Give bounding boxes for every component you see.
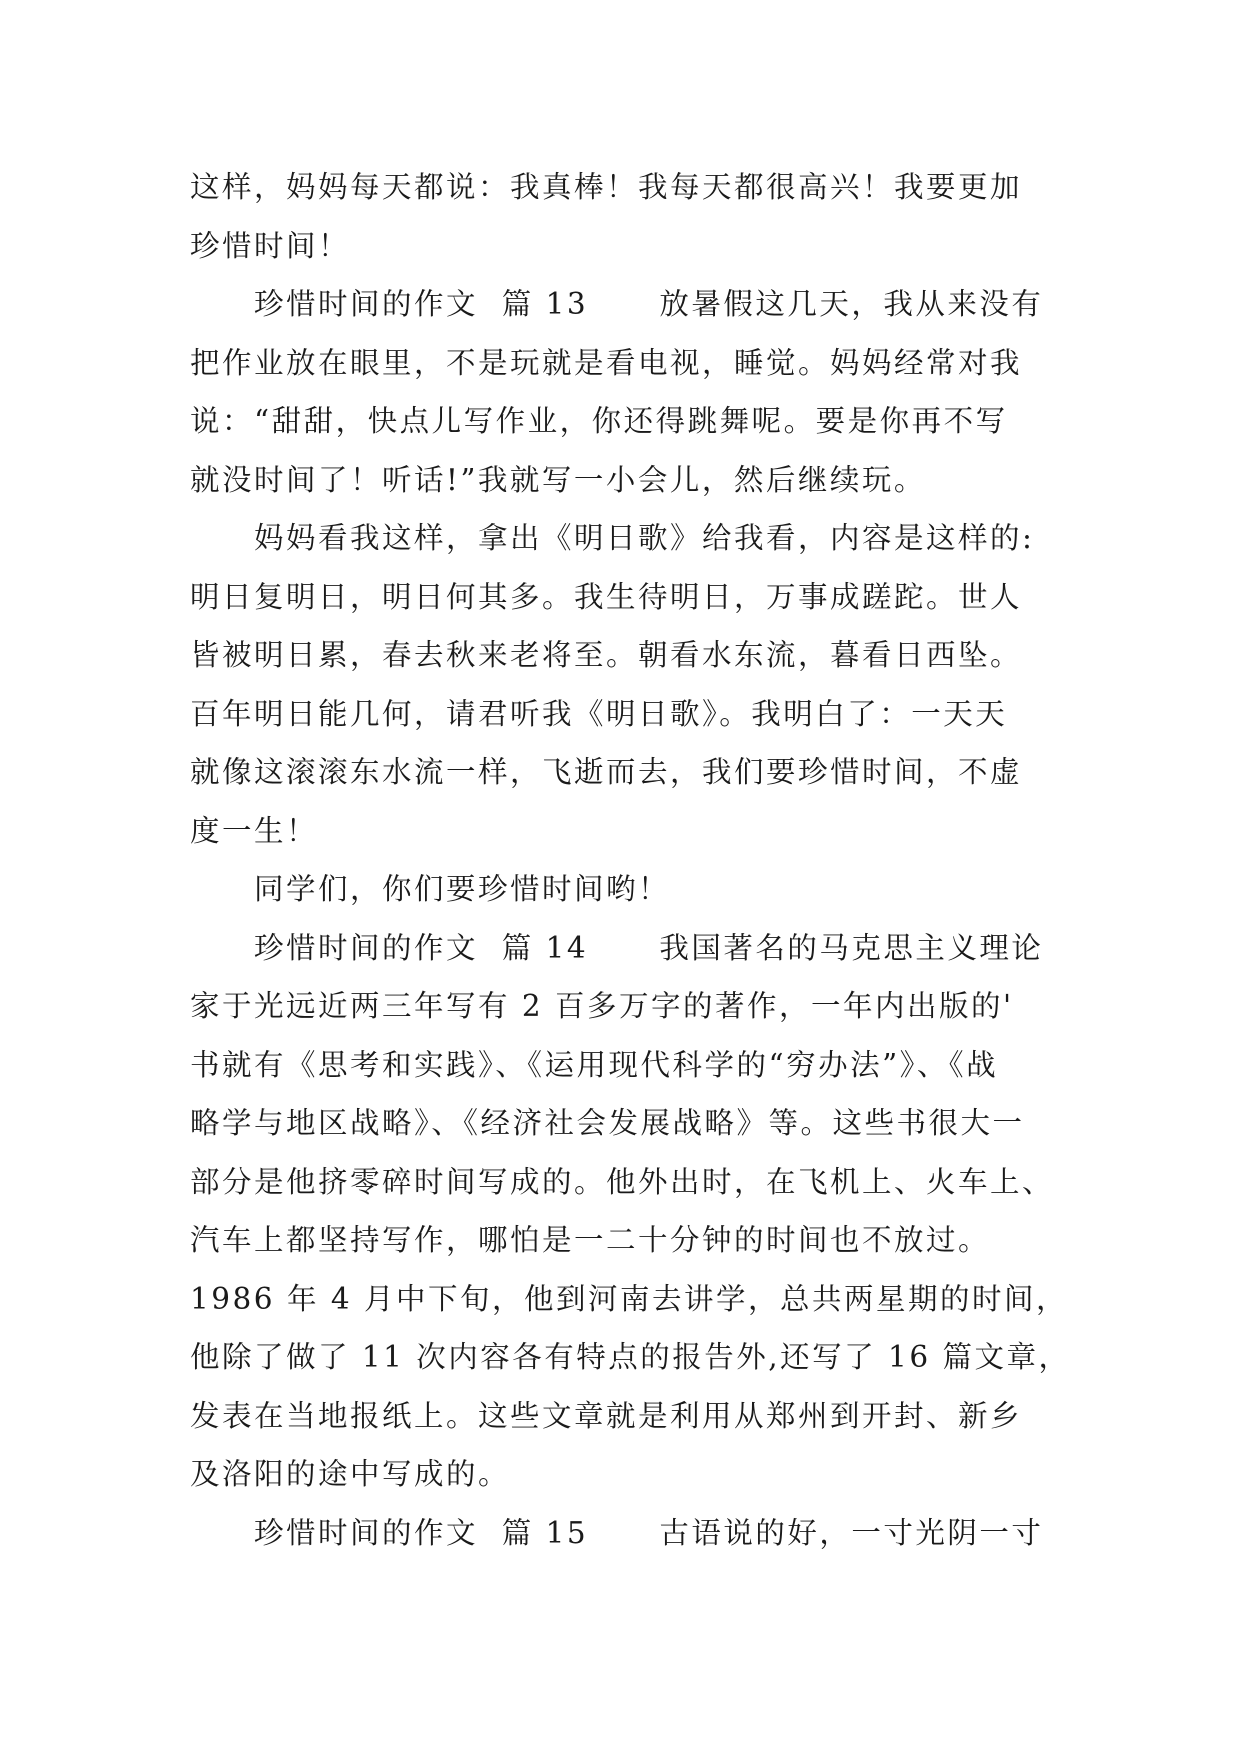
section-heading-line: 珍惜时间的作文 篇 15 古语说的好，一寸光阴一寸 [254,1515,1044,1550]
text-line: 部分是他挤零碎时间写成的。他外出时，在飞机上、火车上、 [190,1164,1055,1199]
text-line: 明日复明日，明日何其多。我生待明日，万事成蹉跎。世人 [190,579,1023,614]
text-line: 皆被明日累，春去秋来老将至。朝看水东流，暮看日西坠。 [190,638,1023,672]
text-line: 就像这滚滚东水流一样，飞逝而去，我们要珍惜时间，不虚 [190,755,1023,789]
text-line: 书就有《思考和实践》、《运用现代科学的“穷办法”》、《战 [190,1047,999,1082]
text-line: 同学们，你们要珍惜时间哟！ [254,872,671,906]
body-text [190,158,1071,1562]
text-line: 妈妈看我这样，拿出《明日歌》给我看，内容是这样的: [254,521,1035,555]
text-line: 百年明日能几何，请君听我《明日歌》。我明白了：一天天 [190,696,1008,731]
section-heading-line: 珍惜时间的作文 篇 14 我国著名的马克思主义理论 [254,930,1044,965]
text-line: 这样，妈妈每天都说：我真棒！我每天都很高兴！我要更加 [190,170,1023,204]
section-heading-line: 珍惜时间的作文 篇 13 放暑假这几天，我从来没有 [254,287,1044,321]
text-line: 度一生！ [190,813,319,848]
text-line: 他除了做了 11 次内容各有特点的报告外,还写了 16 篇文章， [190,1340,1071,1374]
text-line: 发表在当地报纸上。这些文章就是利用从郑州到开封、新乡 [190,1398,1023,1433]
text-line: 及洛阳的途中写成的。 [190,1457,511,1491]
text-line: 就没时间了！听话!”我就写一小会儿，然后继续玩。 [190,462,926,497]
text-line: 珍惜时间！ [190,228,351,263]
text-line: 说：“甜甜，快点儿写作业，你还得跳舞呢。要是你再不写 [190,404,1008,438]
text-line: 1986 年 4 月中下旬，他到河南去讲学，总共两星期的时间， [190,1281,1068,1316]
text-line: 家于光远近两三年写有 2 百多万字的著作，一年内出版的' [190,989,1014,1023]
text-line: 汽车上都坚持写作，哪怕是一二十分钟的时间也不放过。 [190,1223,991,1257]
text-line: 把作业放在眼里，不是玩就是看电视，睡觉。妈妈经常对我 [190,345,1023,380]
text-line: 略学与地区战略》、《经济社会发展战略》等。这些书很大一 [190,1106,1025,1140]
